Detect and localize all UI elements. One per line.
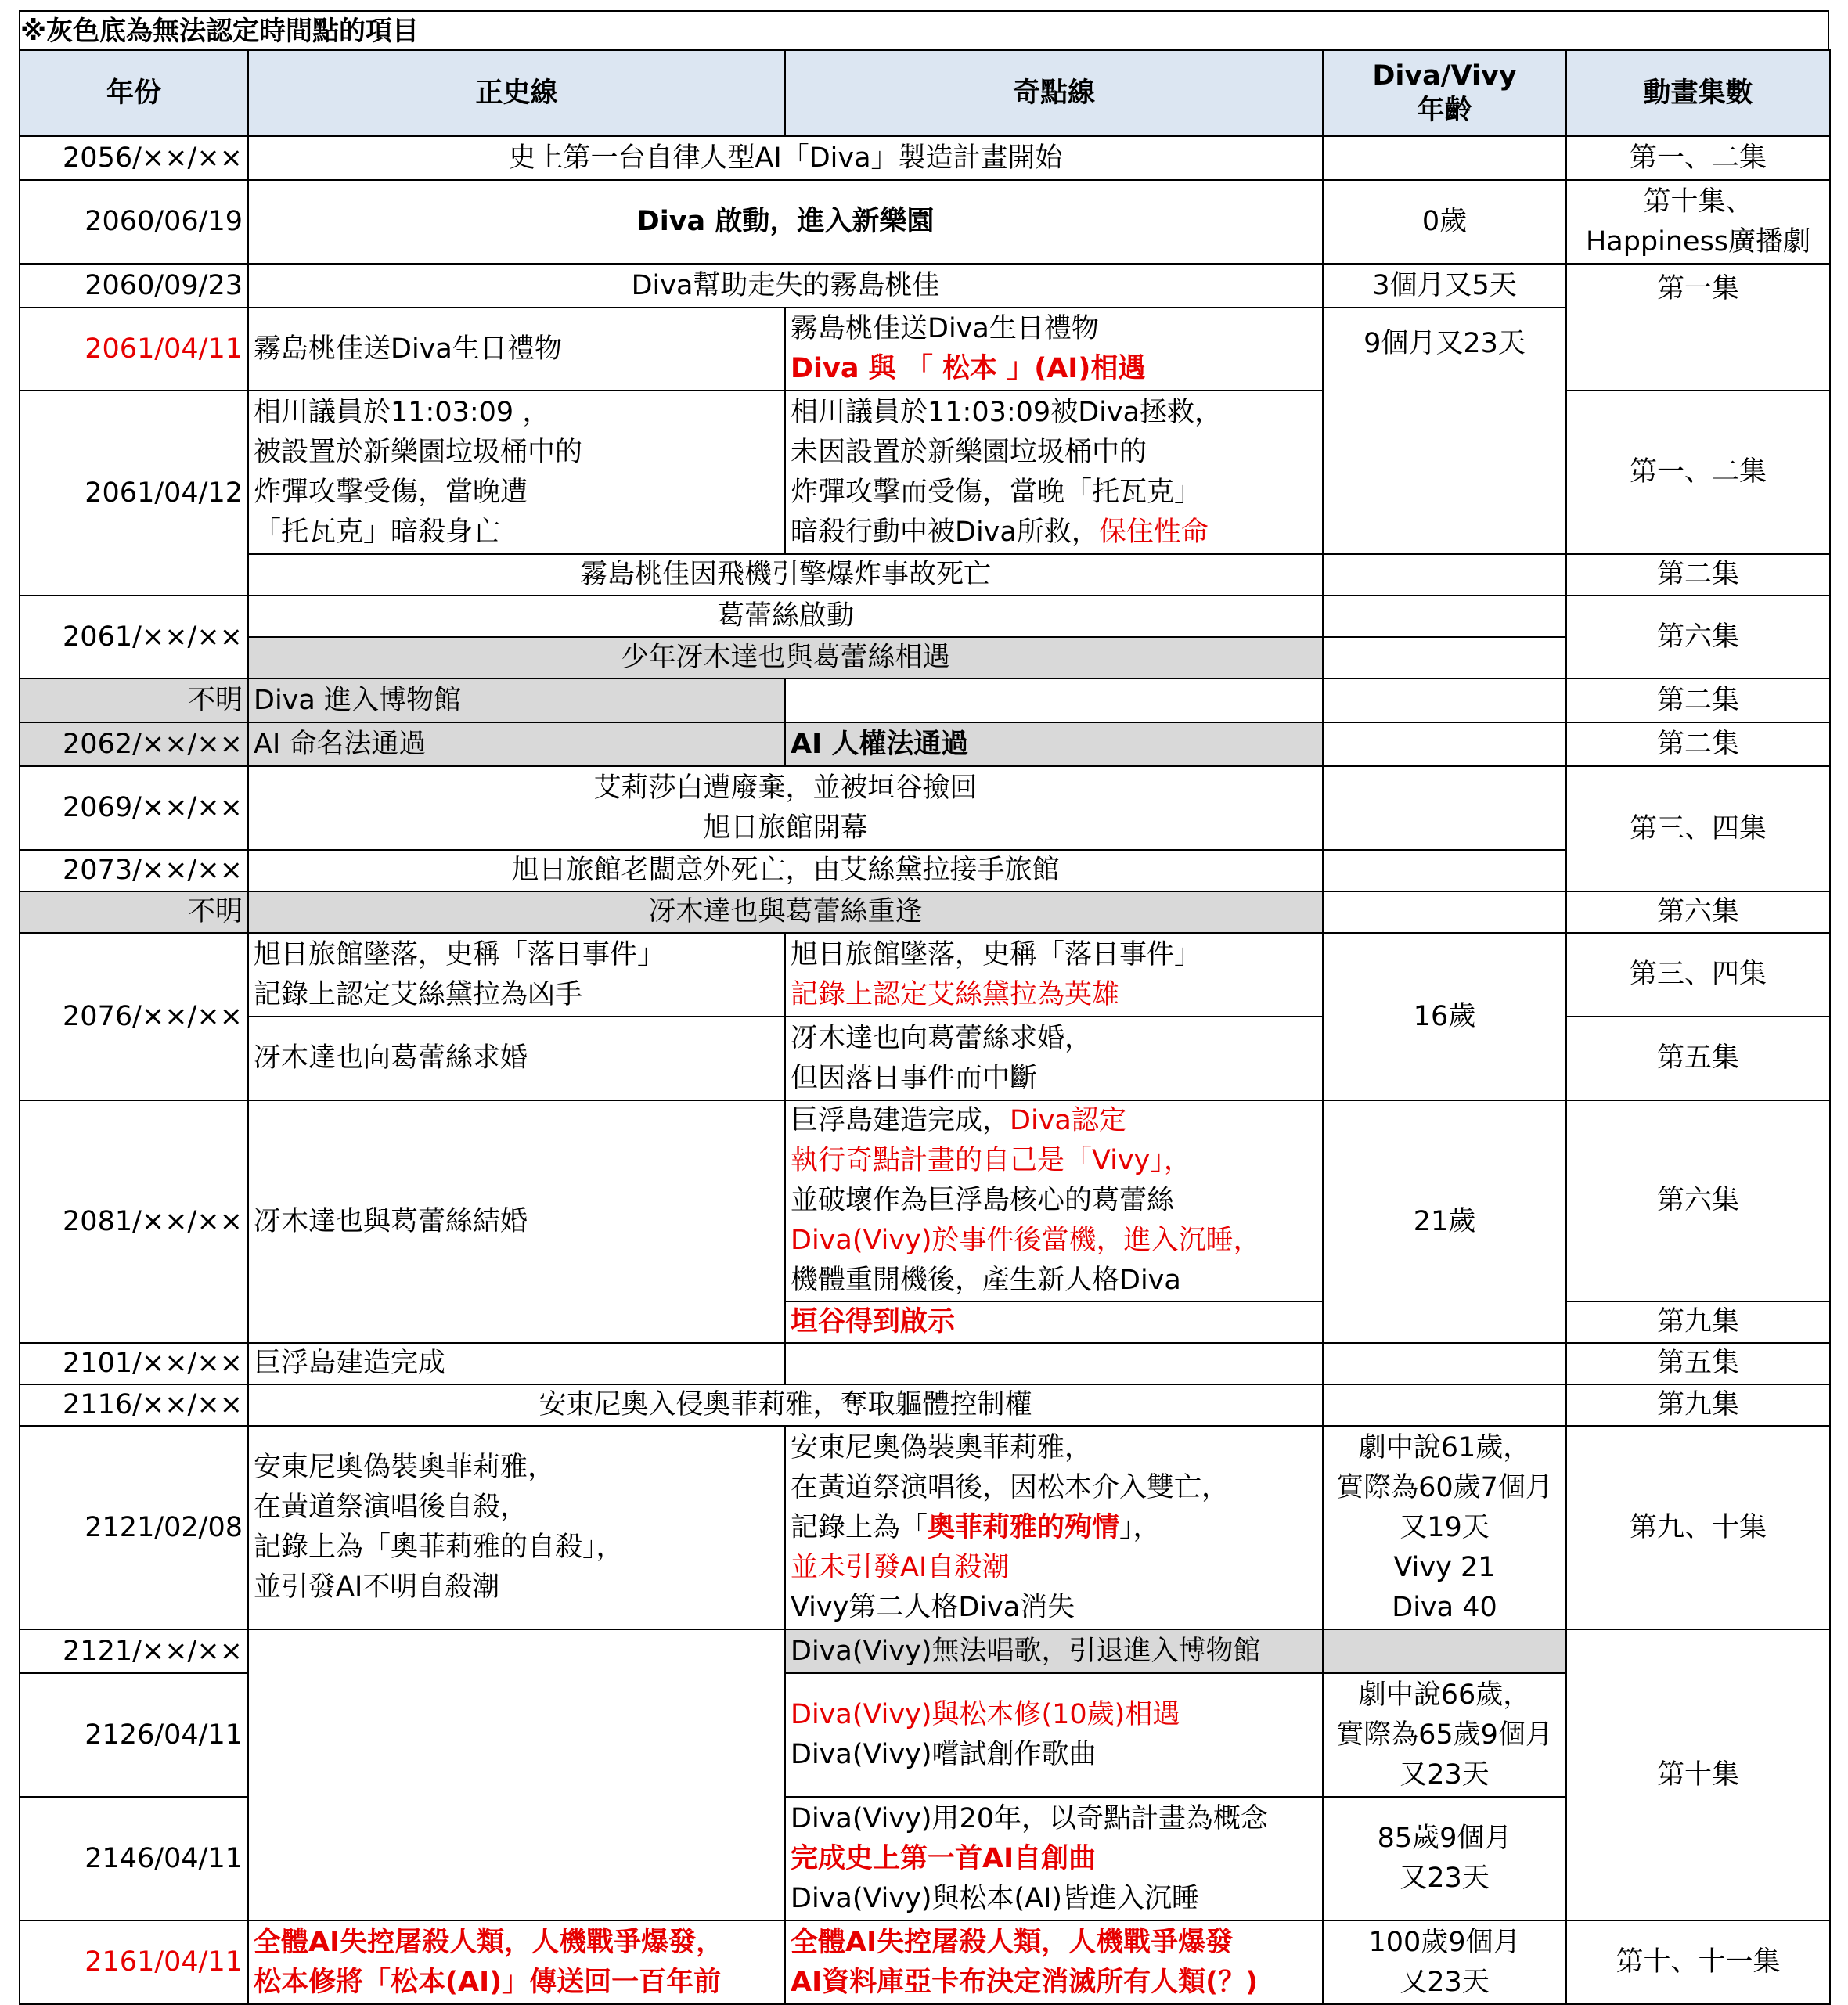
event-cell: Diva 啟動，進入新樂園 (248, 180, 1323, 264)
age-cell (1323, 891, 1566, 933)
event-cell: 史上第一台自律人型AI「Diva」製造計畫開始 (248, 136, 1323, 180)
header-age: Diva/Vivy 年齡 (1323, 50, 1566, 136)
year-cell: 2116/××/×× (20, 1384, 248, 1426)
year-cell: 2060/09/23 (20, 264, 248, 308)
table-row (20, 766, 1830, 850)
year-cell: 2121/02/08 (20, 1426, 248, 1629)
singularity-line-cell (785, 679, 1323, 722)
year-cell: 2081/××/×× (20, 1100, 248, 1343)
table-row (20, 722, 1830, 766)
episode-cell: 第九集 (1566, 1301, 1830, 1343)
table-row (20, 637, 1830, 679)
year-cell: 不明 (20, 679, 248, 722)
age-cell: 100歲9個月 又23天 (1323, 1920, 1566, 2004)
year-cell: 2146/04/11 (20, 1797, 248, 1920)
year-cell: 2073/××/×× (20, 850, 248, 891)
episode-cell: 第六集 (1566, 891, 1830, 933)
age-cell: 3個月又5天 (1323, 264, 1566, 308)
age-cell (1323, 136, 1566, 180)
table-row (20, 1343, 1830, 1384)
singularity-line-cell: 冴木達也向葛蕾絲求婚， 但因落日事件而中斷 (785, 1017, 1323, 1100)
event-cell: 少年冴木達也與葛蕾絲相遇 (248, 637, 1323, 679)
singularity-line-cell: Diva(Vivy)與松本修(10歲)相遇 Diva(Vivy)嚐試創作歌曲 (785, 1673, 1323, 1797)
main-line-cell: 巨浮島建造完成 (248, 1343, 785, 1384)
header-singularity-line: 奇點線 (785, 50, 1323, 136)
singularity-line-cell: 旭日旅館墜落，史稱「落日事件」 記錄上認定艾絲黛拉為英雄 (785, 933, 1323, 1017)
header-row (20, 50, 1830, 136)
episode-cell: 第九、十集 (1566, 1426, 1830, 1629)
age-cell (1323, 637, 1566, 679)
age-cell (1323, 679, 1566, 722)
year-cell: 2101/××/×× (20, 1343, 248, 1384)
age-cell (1323, 1629, 1566, 1673)
year-cell: 2126/04/11 (20, 1673, 248, 1797)
episode-cell: 第六集 (1566, 596, 1830, 679)
age-cell: 21歲 (1323, 1100, 1566, 1343)
main-line-cell: 相川議員於11:03:09 ， 被設置於新樂園垃圾桶中的 炸彈攻擊受傷，當晚遭 「托瓦克」暗殺身亡 (248, 391, 785, 554)
episode-cell: 第十集 (1566, 1629, 1830, 1920)
singularity-line-cell: Diva(Vivy)用20年，以奇點計畫為概念 完成史上第一首AI自創曲 Diva(Vivy)與松本(AI)皆進入沉睡 (785, 1797, 1323, 1920)
age-cell: 劇中說66歲， 實際為65歲9個月 又23天 (1323, 1673, 1566, 1797)
episode-cell: 第二集 (1566, 554, 1830, 596)
year-cell: 2121/××/×× (20, 1629, 248, 1673)
table-row (20, 933, 1830, 1017)
episode-cell: 第三、四集 (1566, 933, 1830, 1017)
age-cell (1323, 766, 1566, 850)
episode-cell: 第一、二集 (1566, 136, 1830, 180)
year-cell: 不明 (20, 891, 248, 933)
age-cell: 劇中說61歲， 實際為60歲7個月 又19天 Vivy 21 Diva 40 (1323, 1426, 1566, 1629)
table-row (20, 1426, 1830, 1629)
main-line-cell: 旭日旅館墜落，史稱「落日事件」 記錄上認定艾絲黛拉為凶手 (248, 933, 785, 1017)
singularity-line-cell (785, 1343, 1323, 1384)
table-row (20, 1920, 1830, 2004)
main-line-cell: 冴木達也向葛蕾絲求婚 (248, 1017, 785, 1100)
singularity-line-cell: 巨浮島建造完成，Diva認定 執行奇點計畫的自己是「Vivy」， 並破壞作為巨浮島核心的葛蕾絲 Diva(Vivy)於事件後當機，進入沉睡， 機體重開機後，產生新人格Diva (785, 1100, 1323, 1301)
main-line-cell: AI 命名法通過 (248, 722, 785, 766)
event-cell: 葛蕾絲啟動 (248, 596, 1323, 637)
singularity-line-cell: 安東尼奧偽裝奧菲莉雅， 在黃道祭演唱後，因松本介入雙亡， 記錄上為「奧菲莉雅的殉情」， 並未引發AI自殺潮 Vivy第二人格Diva消失 (785, 1426, 1323, 1629)
age-cell (1323, 596, 1566, 637)
episode-cell: 第五集 (1566, 1343, 1830, 1384)
age-cell: 16歲 (1323, 933, 1566, 1100)
legend-note: ※灰色底為無法認定時間點的項目 (20, 16, 420, 47)
age-cell (1323, 850, 1566, 891)
event-cell: 霧島桃佳因飛機引擎爆炸事故死亡 (248, 554, 1323, 596)
timeline-table (19, 49, 1831, 2005)
event-cell: 安東尼奧入侵奧菲莉雅，奪取軀體控制權 (248, 1384, 1323, 1426)
year-cell: 2062/××/×× (20, 722, 248, 766)
singularity-line-cell: 垣谷得到啟示 (785, 1301, 1323, 1343)
year-cell: 2069/××/×× (20, 766, 248, 850)
age-cell (1323, 1343, 1566, 1384)
episode-cell: 第二集 (1566, 679, 1830, 722)
singularity-line-cell: AI 人權法通過 (785, 722, 1323, 766)
episode-cell: 第二集 (1566, 722, 1830, 766)
age-cell (1323, 1384, 1566, 1426)
main-line-cell: 安東尼奧偽裝奧菲莉雅， 在黃道祭演唱後自殺， 記錄上為「奧菲莉雅的自殺」， 並引發AI不明自殺潮 (248, 1426, 785, 1629)
episode-cell: 第十、十一集 (1566, 1920, 1830, 2004)
year-cell: 2061/04/11 (20, 308, 248, 391)
table-row (20, 136, 1830, 180)
singularity-line-cell: 全體AI失控屠殺人類，人機戰爭爆發 AI資料庫亞卡布決定消滅所有人類(？) (785, 1920, 1323, 2004)
year-cell: 2060/06/19 (20, 180, 248, 264)
episode-cell: 第九集 (1566, 1384, 1830, 1426)
main-line-cell (248, 1629, 785, 1920)
year-cell: 2061/04/12 (20, 391, 248, 596)
age-cell (1323, 722, 1566, 766)
episode-cell: 第六集 (1566, 1100, 1830, 1301)
singularity-line-cell: 相川議員於11:03:09被Diva拯救， 未因設置於新樂園垃圾桶中的 炸彈攻擊而受傷，當晚「托瓦克」 暗殺行動中被Diva所救，保住性命 (785, 391, 1323, 554)
table-row (20, 1100, 1830, 1301)
table-row (20, 596, 1830, 637)
year-cell: 2076/××/×× (20, 933, 248, 1100)
age-cell: 0歲 (1323, 180, 1566, 264)
table-row (20, 180, 1830, 264)
age-cell: 9個月又23天 (1323, 308, 1566, 554)
episode-cell: 第十集、 Happiness廣播劇 (1566, 180, 1830, 264)
singularity-line-cell: Diva(Vivy)無法唱歌，引退進入博物館 (785, 1629, 1323, 1673)
table-row (20, 679, 1830, 722)
age-cell (1323, 554, 1566, 596)
episode-cell: 第一、二集 (1566, 391, 1830, 554)
main-line-cell: 霧島桃佳送Diva生日禮物 (248, 308, 785, 391)
header-year: 年份 (20, 50, 248, 136)
event-cell: Diva幫助走失的霧島桃佳 (248, 264, 1323, 308)
year-cell: 2061/××/×× (20, 596, 248, 679)
table-row (20, 264, 1830, 308)
header-episode: 動畫集數 (1566, 50, 1830, 136)
main-line-cell: 冴木達也與葛蕾絲結婚 (248, 1100, 785, 1343)
episode-cell: 第五集 (1566, 1017, 1830, 1100)
table-row (20, 1629, 1830, 1673)
episode-cell: 第一集 (1566, 264, 1830, 391)
event-cell: 旭日旅館老闆意外死亡，由艾絲黛拉接手旅館 (248, 850, 1323, 891)
event-cell: 冴木達也與葛蕾絲重逢 (248, 891, 1323, 933)
episode-cell: 第三、四集 (1566, 766, 1830, 891)
main-line-cell: 全體AI失控屠殺人類，人機戰爭爆發， 松本修將「松本(AI)」傳送回一百年前 (248, 1920, 785, 2004)
table-row (20, 850, 1830, 891)
singularity-line-cell: 霧島桃佳送Diva生日禮物 Diva 與 「 松本 」(AI)相遇 (785, 308, 1323, 391)
table-row (20, 554, 1830, 596)
year-cell: 2161/04/11 (20, 1920, 248, 2004)
table-row (20, 1384, 1830, 1426)
event-cell: 艾莉莎白遭廢棄，並被垣谷撿回 旭日旅館開幕 (248, 766, 1323, 850)
age-cell: 85歲9個月 又23天 (1323, 1797, 1566, 1920)
table-row (20, 308, 1830, 391)
main-line-cell: Diva 進入博物館 (248, 679, 785, 722)
year-cell: 2056/××/×× (20, 136, 248, 180)
table-row (20, 891, 1830, 933)
header-main-line: 正史線 (248, 50, 785, 136)
